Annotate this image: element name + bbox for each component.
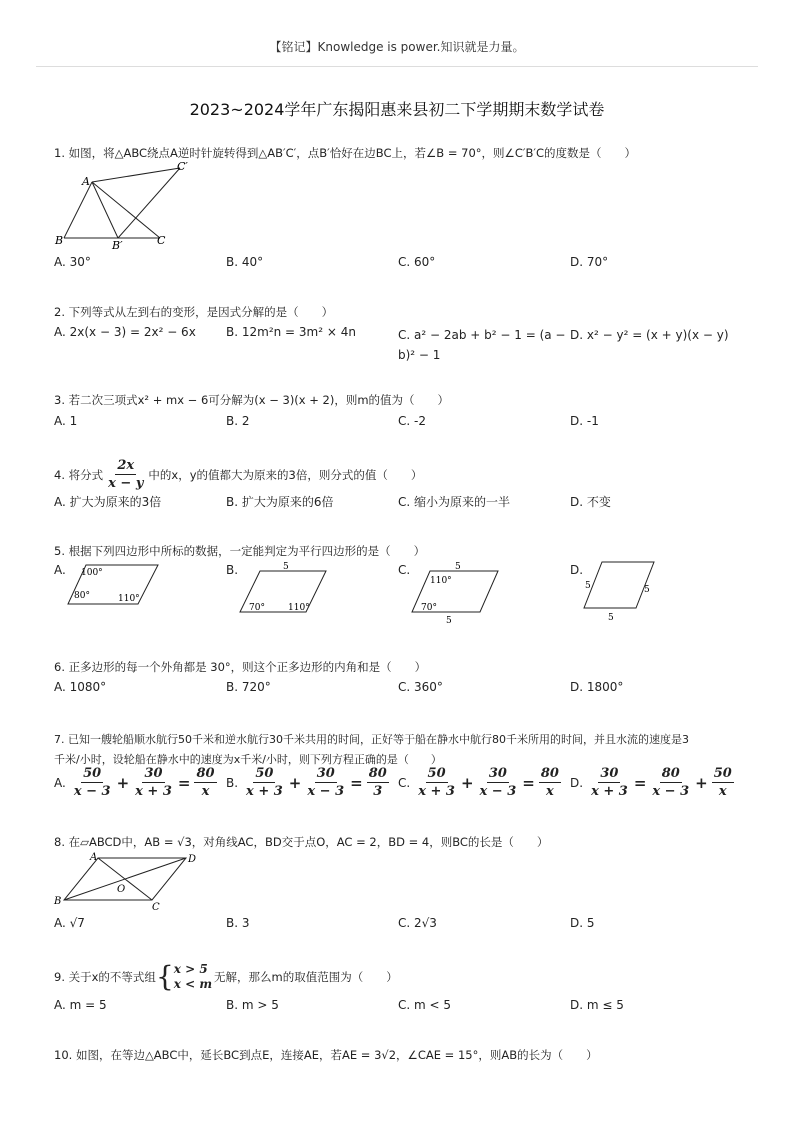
q5-option-a[interactable]: A. — [54, 563, 66, 577]
q5-option-c[interactable]: C. — [398, 563, 411, 577]
question-8-figure — [52, 848, 202, 914]
question-3-text: 3. 若二次三项式x² + mx − 6可分解为(x − 3)(x + 2)，则m的值为（ ） — [54, 393, 450, 407]
q4-option-c[interactable]: C. 缩小为原来的一半 — [398, 495, 511, 509]
q9-option-c[interactable]: C. m < 5 — [398, 998, 452, 1012]
q9-text-after: 无解，那么m的取值范围为（ ） — [214, 970, 398, 984]
q5-option-b[interactable]: B. — [226, 563, 239, 577]
q9-inequality-2: x < m — [173, 977, 213, 991]
q4-fraction — [106, 458, 145, 491]
q2-option-b[interactable]: B. 12m²n = 3m² × 4n — [226, 325, 356, 339]
fig8-label-d: D — [188, 854, 197, 865]
q9-option-b[interactable]: B. m > 5 — [226, 998, 279, 1012]
q7c-frac-2: $\frac{30}{x - 3}$ — [479, 766, 517, 799]
question-4-text — [54, 458, 422, 491]
q8-option-c[interactable]: C. 2√3 — [398, 916, 437, 930]
figC-side-5-bottom: 5 — [446, 616, 452, 626]
figD-side-5-right: 5 — [644, 585, 650, 595]
q9-option-d[interactable]: D. m ≤ 5 — [570, 998, 624, 1012]
q3-option-a[interactable]: A. 1 — [54, 414, 78, 428]
fig1-label-c-prime: C′ — [177, 160, 188, 173]
q5-figure-b — [238, 558, 334, 616]
question-9-text — [54, 962, 398, 992]
q7a-frac-3: $\frac{80}{x}$ — [196, 766, 215, 799]
q3-option-b[interactable]: B. 2 — [226, 414, 250, 428]
q5-figure-a — [66, 560, 162, 610]
fig1-label-b-prime: B′ — [112, 239, 123, 250]
q1-option-a[interactable]: A. 30° — [54, 255, 91, 269]
q4-fraction-denominator: x − y — [108, 476, 144, 491]
figB-angle-70: 70° — [249, 603, 265, 613]
q7b-frac-1: $\frac{50}{x + 3}$ — [246, 766, 283, 799]
q3-option-d[interactable]: D. -1 — [570, 414, 599, 428]
page-header: 【铭记】Knowledge is power.知识就是力量。 — [269, 40, 525, 54]
q8-option-d[interactable]: D. 5 — [570, 916, 595, 930]
q1-option-d[interactable]: D. 70° — [570, 255, 609, 269]
q7d-frac-1: $\frac{30}{x + 3}$ — [591, 766, 628, 799]
figB-side-5: 5 — [283, 562, 289, 572]
q6-option-a[interactable]: A. 1080° — [54, 680, 107, 694]
q6-option-c[interactable]: C. 360° — [398, 680, 443, 694]
question-10-text: 10. 如图，在等边△ABC中，延长BC到点E，连接AE，若AE = 3√2，∠CAE = 15°，则AB的长为（ ） — [54, 1048, 598, 1062]
q7-option-d[interactable]: D. $\frac{30}{x + 3}$ = $\frac{80}{x - 3}$ + $\frac{50}{x}$ — [570, 766, 732, 799]
fig1-label-c: C — [157, 234, 166, 247]
figD-side-5-bottom: 5 — [608, 613, 614, 623]
figA-angle-100: 100° — [81, 568, 103, 578]
q3-option-c[interactable]: C. -2 — [398, 414, 426, 428]
figB-angle-110: 110° — [288, 603, 310, 613]
q8-option-b[interactable]: B. 3 — [226, 916, 250, 930]
q7b-frac-2: $\frac{30}{x - 3}$ — [307, 766, 345, 799]
question-8-text: 8. 在▱ABCD中，AB = √3，对角线AC，BD交于点O，AC = 2，BD = 4，则BC的长是（ ） — [54, 835, 549, 849]
q7a-frac-1: $\frac{50}{x - 3}$ — [73, 766, 111, 799]
q7-option-b-label: B. — [226, 775, 239, 790]
q7c-frac-3: $\frac{80}{x}$ — [540, 766, 559, 799]
figA-angle-110: 110° — [118, 594, 140, 604]
question-6-text: 6. 正多边形的每一个外角都是 30°，则这个正多边形的内角和是（ ） — [54, 660, 427, 674]
fig8-label-c: C — [152, 902, 160, 913]
fig1-label-b: B — [55, 234, 64, 247]
q7-option-a-label: A. — [54, 775, 66, 790]
q4-text-before: 4. 将分式 — [54, 467, 104, 482]
q9-option-a[interactable]: A. m = 5 — [54, 998, 107, 1012]
fig8-label-o: O — [117, 884, 126, 895]
q7a-frac-2: $\frac{30}{x + 3}$ — [135, 766, 172, 799]
q9-inequality-system — [174, 962, 212, 992]
q2-option-d[interactable]: D. x² − y² = (x + y)(x − y) — [570, 328, 729, 342]
q7-option-d-label: D. — [570, 775, 584, 790]
q7-option-b[interactable]: B. $\frac{50}{x + 3}$ + $\frac{30}{x - 3}$ = $\frac{80}{3}$ — [226, 766, 387, 799]
q7-option-a[interactable]: A. $\frac{50}{x - 3}$ + $\frac{30}{x + 3}$ = $\frac{80}{x}$ — [54, 766, 215, 799]
q9-text-before: 9. 关于x的不等式组 — [54, 970, 156, 984]
fig8-label-a: A — [90, 852, 98, 863]
question-1-text: 1. 如图，将△ABC绕点A逆时针旋转得到△AB′C′，点B′恰好在边BC上，若∠B = 70°，则∠C′B′C的度数是（ ） — [54, 146, 636, 160]
figC-angle-70: 70° — [421, 603, 437, 613]
q7-option-c-label: C. — [398, 775, 411, 790]
q7b-frac-3: $\frac{80}{3}$ — [368, 766, 387, 799]
q8-option-a[interactable]: A. √7 — [54, 916, 85, 930]
q7d-frac-2: $\frac{80}{x - 3}$ — [652, 766, 690, 799]
figD-side-5-left: 5 — [585, 581, 591, 591]
q5-figure-d — [582, 558, 662, 626]
figC-side-5-top: 5 — [455, 562, 461, 572]
q6-option-b[interactable]: B. 720° — [226, 680, 271, 694]
fig8-label-b: B — [54, 896, 62, 907]
q1-option-b[interactable]: B. 40° — [226, 255, 264, 269]
q4-option-d[interactable]: D. 不变 — [570, 495, 611, 509]
fig1-label-a: A — [82, 175, 90, 188]
question-5-text: 5. 根据下列四边形中所标的数据，一定能判定为平行四边形的是（ ） — [54, 544, 426, 558]
q9-inequality-1: x > 5 — [173, 962, 208, 976]
q2-option-c[interactable]: C. a² − 2ab + b² − 1 = (a − b)² − 1 — [398, 328, 566, 362]
q7c-frac-1: $\frac{50}{x + 3}$ — [418, 766, 455, 799]
question-1-figure — [52, 158, 202, 250]
q5-option-d[interactable]: D. — [570, 563, 584, 577]
q4-option-b[interactable]: B. 扩大为原来的6倍 — [226, 495, 334, 509]
figC-angle-110: 110° — [430, 576, 452, 586]
q4-fraction-numerator: 2x — [117, 458, 135, 473]
q2-option-a[interactable]: A. 2x(x − 3) = 2x² − 6x — [54, 325, 196, 339]
question-2-text: 2. 下列等式从左到右的变形，是因式分解的是（ ） — [54, 305, 334, 319]
q4-text-after: 中的x，y的值都大为原来的3倍，则分式的值（ ） — [148, 467, 423, 482]
exam-title: 2023~2024学年广东揭阳惠来县初二下学期期末数学试卷 — [189, 100, 605, 119]
question-7-line-1: 7. 已知一艘轮船顺水航行50千米和逆水航行30千米共用的时间，正好等于船在静水中航行80千米所用的时间，并且水流的速度是3 — [54, 733, 689, 746]
q1-option-c[interactable]: C. 60° — [398, 255, 436, 269]
q5-figure-c — [410, 558, 506, 626]
q6-option-d[interactable]: D. 1800° — [570, 680, 624, 694]
q7d-frac-3: $\frac{50}{x}$ — [713, 766, 732, 799]
q7-option-c[interactable]: C. $\frac{50}{x + 3}$ + $\frac{30}{x - 3}$ = $\frac{80}{x}$ — [398, 766, 559, 799]
header-divider — [36, 66, 758, 67]
figA-angle-80: 80° — [74, 591, 90, 601]
question-7-line-2: 千米/小时，设轮船在静水中的速度为x千米/小时，则下列方程正确的是（ ） — [54, 753, 442, 766]
q4-option-a[interactable]: A. 扩大为原来的3倍 — [54, 495, 162, 509]
q9-brace: { — [155, 960, 174, 993]
